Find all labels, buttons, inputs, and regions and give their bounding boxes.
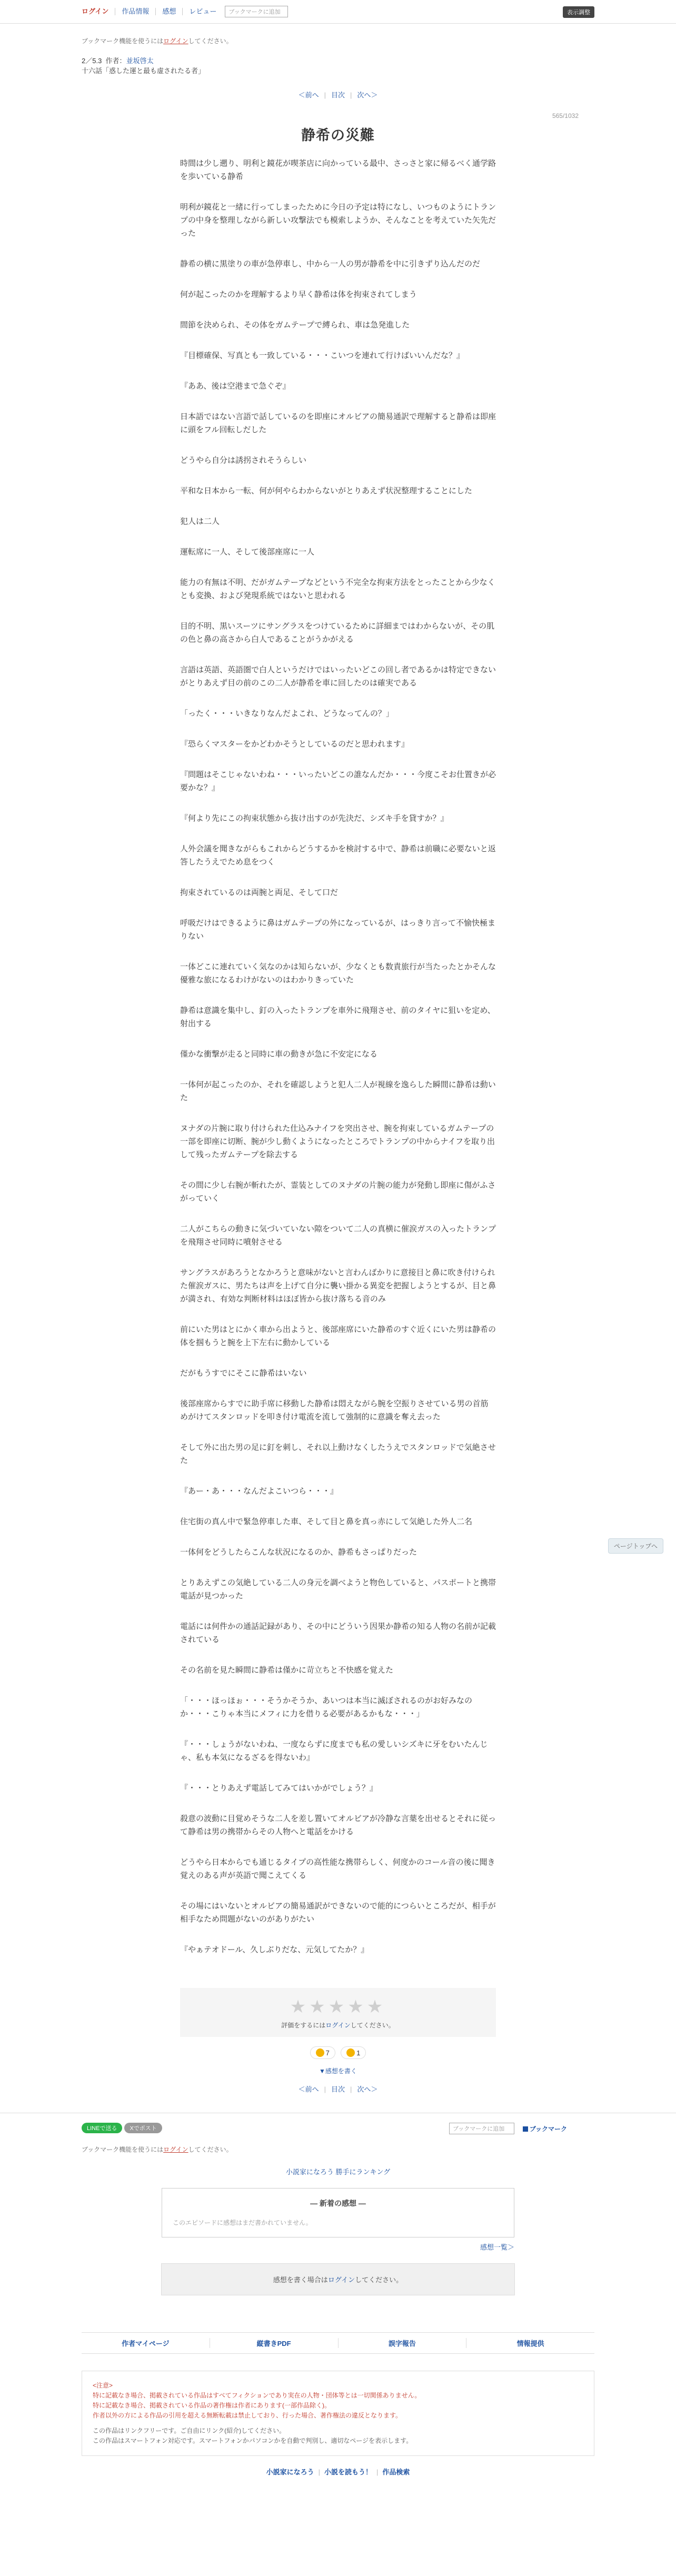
bookmark-login-note-2: ブックマーク機能を使うにはログインしてください。 [82, 2146, 233, 2153]
paragraph: 能力の有無は不明、だがガムテープなどという不完全な拘束方法をとったことから少なくとも変換、および発現系統ではないと思われる [180, 578, 495, 600]
impression-login-link[interactable]: ログイン [327, 2276, 355, 2284]
paragraph: どうやら自分は誘拐されそうらしい [180, 456, 307, 465]
page-indicator: 2／5.3 [82, 57, 102, 65]
vertical-pdf-link[interactable]: 縦書きPDF [210, 2338, 339, 2348]
paragraph: 犯人は二人 [180, 517, 220, 526]
paragraph: 『・・・しょうがないわね、一度ならずに度までも私の愛しいシズキに牙をむいたんじゃ、私も本気になるざるを得ないわ』 [180, 1740, 488, 1762]
syosetu-link[interactable]: 小説家になろう [266, 2468, 314, 2476]
x-post-button[interactable]: Xでポスト [124, 2123, 162, 2133]
rating-stars[interactable]: ★★★★★ [290, 1997, 386, 2017]
bookmark-icon [523, 2126, 528, 2132]
paragraph: 『問題はそこじゃないわね・・・いったいどこの誰なんだか・・・今度こそお仕置きが必要かな？』 [180, 770, 496, 792]
paragraph: 殺意の波動に目覚めそうな二人を差し置いてオルビアが冷静な言葉を出せるとそれに従って静希は男の携帯からその人物へと電話をかける [180, 1814, 496, 1836]
page-top-button[interactable]: ページトップへ [608, 1538, 663, 1554]
paragraph: 電話には何件かの通話記録があり、その中にどういう因果か静希の知る人物の名前が記載されている [180, 1622, 496, 1644]
paragraph: 平和な日本から一転、何が何やらわからないがとりあえず状況整理することにした [180, 486, 473, 495]
paragraph: 目的不明、黒いスーツにサングラスをつけているために詳細まではわからないが、その肌の色と鼻の高さから白人であることがうかがえる [180, 622, 495, 644]
author-link[interactable]: 並坂啓太 [126, 57, 154, 65]
login-link[interactable]: ログイン [82, 8, 115, 15]
display-settings-button[interactable]: 表示調整 [563, 6, 594, 18]
paragraph: 呼吸だけはできるように鼻はガムテープの外になっているが、はっきり言って不愉快極まりない [180, 919, 495, 941]
paragraph: そして外に出た男の足に釘を刺し、それ以上動けなくしたうえでスタンロッドで気絶させた [180, 1443, 496, 1465]
paragraph: だがもうすでにそこに静希はいない [180, 1369, 307, 1378]
bookmark-login-link[interactable]: ログイン [163, 37, 188, 45]
paragraph: 一体どこに連れていく気なのかは知らないが、少なくとも数責旅行が当たったとかそんな優雅な旅になるわけがないのはわかりきっていた [180, 962, 496, 984]
episode-nav-bottom: ＜前へ | 目次 | 次へ＞ [298, 2085, 378, 2093]
notice-heading: <注意> [93, 2382, 113, 2389]
thumbs-up-icon [316, 2048, 324, 2057]
paragraph: 静希の横に黒塗りの車が急停車し、中から一人の男が静希を中に引きずり込んだのだ [180, 260, 481, 268]
paragraph: その間に少し右腕が斬れたが、霊装としてのヌナダの片腕の能力が発動し即座に傷がふさがっていく [180, 1181, 496, 1203]
bookmark-login-link-2[interactable]: ログイン [163, 2146, 188, 2153]
toc-link[interactable]: 目次 [331, 91, 345, 99]
paragraph: 人外会議を聞きながらもこれからどうするかを検討する中で、静希は前職に必要ないと返答したうえでため息をつく [180, 844, 496, 867]
search-link[interactable]: 作品検索 [382, 2468, 410, 2476]
paragraph: 前にいた男はとにかく車から出ようと、後部座席にいた静希のすぐ近くにいた男は静希の体を掴もうと腕を上下左右に動かしている [180, 1325, 496, 1347]
paragraph: 間節を決められ、その体をガムテープで縛られ、車は急発進した [180, 321, 410, 330]
footer-links [82, 2332, 594, 2354]
header [0, 0, 676, 24]
paragraph: 静希は意識を集中し、釘の入ったトランプを車外に飛翔させ、前のタイヤに狙いを定め、射出する [180, 1006, 495, 1028]
paragraph: 僅かな衝撃が走ると同時に車の動きが急に不安定になる [180, 1050, 378, 1059]
line-share-button[interactable]: LINEで送る [82, 2123, 122, 2133]
impression-login-box: 感想を書く場合はログインしてください。 [161, 2263, 515, 2295]
paragraph: 一体何が起こったのか、それを確認しようと犯人二人が視線を逸らした瞬間に静希は動いた [180, 1080, 496, 1102]
paragraph: 「ったく・・・いきなりなんだよこれ、どうなってんの？」 [180, 709, 394, 718]
notice-line: 作者以外の方による作品の引用を超える無断転載は禁止しており、行った場合、著作権法の違反となります。 [93, 2412, 402, 2419]
info-provide-link[interactable]: 情報提供 [516, 2340, 544, 2348]
paragraph: 『ああ、後は空港まで急ぐぞ』 [180, 382, 291, 391]
paragraph: 運転席に一人、そして後部座席に一人 [180, 548, 315, 556]
paragraph: ヌナダの片腕に取り付けられた仕込みナイフを突出させ、腕を拘束しているガムテープの一部を即座に切断、腕が少し動くようになったところでトランプの中からナイフを取り出して残ったガムテープを除去する [180, 1124, 495, 1159]
yomou-link[interactable]: 小説を読もう！ [324, 2468, 372, 2476]
smile-icon [346, 2048, 355, 2057]
paragraph: 『・・・とりあえず電話してみてはいかがでしょう？』 [180, 1784, 378, 1793]
paragraph: 『恐らくマスターをかどわかそうとしているのだと思われます』 [180, 740, 410, 749]
impressions-heading: ― 新着の感想 ― [310, 2199, 366, 2207]
novel-info: 2／5.3 作者：並坂啓太 十六話「惑した運と最も虚されたる者」 [82, 56, 594, 76]
site-links: 小説家になろう | 小説を読もう！ | 作品検索 [266, 2468, 410, 2476]
nav-impressions[interactable]: 感想 [156, 8, 183, 15]
episode-nav-top: ＜前へ | 目次 | 次へ＞ [298, 91, 378, 99]
nav-reviews[interactable]: レビュー [189, 7, 217, 15]
paragraph: その場にはいないとオルビアの簡易通訳ができないので能的につらいところだが、相手が相手なため問題がないのがありがたい [180, 1902, 496, 1924]
footer-bookmark-input[interactable]: ブックマークに追加 [449, 2123, 514, 2134]
paragraph: 言語は英語、英語圏で白人というだけではいったいどこの回し者であるかは特定できないがとりあえず目の前のこの二人が静希を車に回したのは確実である [180, 665, 496, 688]
prev-link-bottom[interactable]: ＜前へ [298, 2085, 319, 2093]
typo-report-link[interactable]: 誤字報告 [339, 2338, 467, 2348]
prev-link[interactable]: ＜前へ [298, 91, 319, 99]
paragraph: 明利が鏡花と一緒に行ってしまったために今日の予定は特になし、いつものようにトランプの中身を整理しながら新しい攻撃法でも模索しようか、そんなことを考えていた矢先だった [180, 203, 496, 238]
paragraph: サングラスがあろうとなかろうと意味がないと言わんばかりに意接目と鼻に吹き付けられた催涙ガスに、男たちは声を上げて自分に襲い掛かる異変を把握しようとするが、目と鼻が満され、有効な判断材料はほぼ皆から抜け落ちる音のみ [180, 1268, 496, 1304]
paragraph: 時間は少し遡り、明利と鏡花が喫茶店に向かっている最中、さっさと家に帰るべく通学路を歩いている静希 [180, 159, 496, 181]
footer [0, 2113, 676, 2476]
next-link[interactable]: 次へ＞ [357, 91, 378, 99]
paragraph: 後部座席からすでに助手席に移動した静希は悶えながら腕を空振りさせている男の首筋めがけてスタンロッドを叩き付け電流を流して強制的に意識を奪え去った [180, 1399, 489, 1421]
author-mypage-link[interactable]: 作者マイページ [82, 2338, 210, 2348]
reaction-thumbs-up[interactable]: 7 [310, 2046, 335, 2059]
impressions-empty: このエピソードに感想はまだ書かれていません。 [173, 2219, 312, 2226]
notice-line: 特に記載なき場合、掲載されている作品の著作権は作者にあります(一部作品除く)。 [93, 2402, 331, 2409]
paragraph: 「・・・ほっほぉ・・・そうかそうか、あいつは本当に滅ぼされるのがお好みなのか・・・こりゃ本当にメフィに力を借りる必要があるかもな・・・」 [180, 1696, 473, 1718]
episode-counter: 565/1032 [552, 112, 579, 120]
reaction-smile[interactable]: 1 [341, 2046, 366, 2059]
notice-line: 特に記載なき場合、掲載されている作品はすべてフィクションであり実在の人物・団体等とは一切関係ありません。 [93, 2392, 421, 2399]
paragraph: 二人がこちらの動きに気づいていない隙をついて二人の真横に催涙ガスの入ったトランプを飛翔させ同時に噴射させる [180, 1225, 496, 1247]
rating-login-link[interactable]: ログイン [325, 2022, 351, 2029]
paragraph: 住宅街の真ん中で緊急停車した車、そして目と鼻を真っ赤にして気絶した外人二名 [180, 1517, 473, 1526]
nav-work-info[interactable]: 作品情報 [115, 8, 156, 15]
all-impressions-link[interactable]: 感想一覧＞ [480, 2243, 514, 2251]
paragraph: 拘束されているのは両腕と両足、そして口だ [180, 888, 339, 897]
notice-box [82, 2371, 594, 2456]
notice-line: この作品はリンクフリーです。ご自由にリンク(紹介)してください。 [93, 2427, 286, 2434]
paragraph: 『あー・あ・・・なんだよこいつら・・・』 [180, 1487, 339, 1496]
notice-line: この作品はスマートフォン対応です。スマートフォンかパソコンかを自動で判別し、適切なページを表示します。 [93, 2437, 413, 2444]
paragraph: 日本語ではない言語で話しているのを即座にオルビアの簡易通訳で理解すると静希は即座に頭をフル回転しだした [180, 412, 496, 434]
next-link-bottom[interactable]: 次へ＞ [357, 2085, 378, 2093]
episode-title: 静希の災難 [301, 127, 375, 143]
chapter-title: 十六話「惑した運と最も虚されたる者」 [82, 67, 205, 75]
rating-box: ★★★★★ 評価をするにはログインしてください。 [180, 1988, 496, 2037]
paragraph: 『目標確保、写真とも一致している・・・こいつを連れて行けばいいんだな？』 [180, 351, 465, 360]
bookmark-search-input[interactable]: ブックマークに追加 [225, 6, 288, 17]
toc-link-bottom[interactable]: 目次 [331, 2085, 345, 2093]
reactions [82, 2046, 594, 2059]
paragraph: 『何より先にこの拘束状態から抜け出すのが先決だ、シズキ手を貸すか？』 [180, 814, 449, 823]
paragraph: その名前を見た瞬間に静希は僅かに苛立ちと不快感を覚えた [180, 1666, 394, 1675]
novel-body [180, 157, 496, 1956]
bookmark-button[interactable]: ブックマーク [523, 2124, 567, 2133]
impressions-box [162, 2188, 514, 2237]
write-impression-link[interactable]: ▼感想を書く [319, 2067, 357, 2075]
paragraph: 『やぁテオドール、久しぶりだな、元気してたか？』 [180, 1945, 369, 1954]
paragraph: 何が起こったのかを理解するより早く静希は体を拘束されてしまう [180, 290, 417, 299]
paragraph: 一体何をどうしたらこんな状況になるのか、静希もさっぱりだった [180, 1548, 417, 1557]
ranking-link[interactable]: 小説家になろう 勝手にランキング [285, 2168, 391, 2176]
paragraph: とりあえずこの気絶している二人の身元を調べようと物色していると、パスポートと携帯電話が見つかった [180, 1578, 496, 1600]
paragraph: どうやら日本からでも通じるタイプの高性能な携帯らしく、何度かのコール音の後に聞き覚えのある声が英語で聞こえてくる [180, 1858, 495, 1880]
bookmark-login-note: ブックマーク機能を使うにはログインしてください。 [82, 37, 233, 45]
